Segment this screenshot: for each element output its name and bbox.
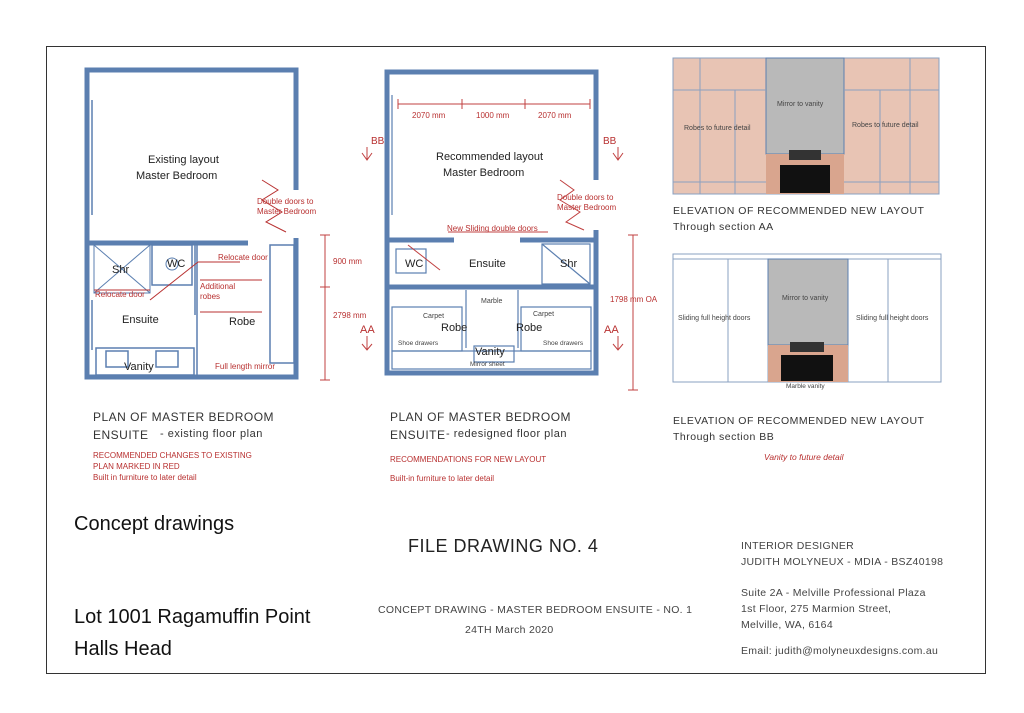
plan1-room-subtitle: Master Bedroom [136,170,218,182]
designer-email: Email: judith@molyneuxdesigns.com.au [741,645,939,657]
elev2-caption-line1: ELEVATION OF RECOMMENDED NEW LAYOUT [673,415,925,427]
designer-address-2: 1st Floor, 275 Marmion Street, [741,603,892,615]
elev1-right-label: Robes to future detail [852,122,919,129]
designer-title: INTERIOR DESIGNER [741,540,855,552]
plan2-room-subtitle: Master Bedroom [443,167,525,179]
plan2-wc-label: WC [405,258,424,270]
file-drawing-number: FILE DRAWING NO. 4 [408,536,599,556]
plan2-marble-label: Marble [481,298,503,305]
designer-address-3: Melville, WA, 6164 [741,619,833,631]
plan2-vanity-label: Vanity [475,346,505,358]
elev1-caption-line2: Through section AA [673,221,774,233]
elev2-right-label: Sliding full height doors [856,315,929,322]
plan1-robe-label: Robe [229,316,256,328]
plan1-room-title: Existing layout [148,154,219,166]
section-aa-right: AA [604,324,619,336]
plan2-caption-line2: ENSUITE [390,428,446,442]
plan1-caption-suffix: - existing floor plan [160,428,263,440]
plan2-dim-900: 900 mm [333,257,362,266]
project-address-line2: Halls Head [74,638,172,660]
plan2-dim-2798: 2798 mm [333,311,367,320]
plan-existing-walls [87,70,296,377]
plan1-shr-label: Shr [112,264,130,276]
concept-drawings-title: Concept drawings [74,513,235,535]
plan1-door-note: Double doors to Master Bedroom [257,197,317,216]
designer-address-1: Suite 2A - Melville Professional Plaza [741,587,926,599]
elev1-caption-line1: ELEVATION OF RECOMMENDED NEW LAYOUT [673,205,925,217]
concept-drawing-line: CONCEPT DRAWING - MASTER BEDROOM ENSUITE - NO. 1 [378,604,693,616]
plan2-caption-line1: PLAN OF MASTER BEDROOM [390,410,572,424]
plan2-ensuite-label: Ensuite [469,258,506,270]
section-aa-left: AA [360,324,375,336]
plan2-room-title: Recommended layout [436,151,544,163]
plan1-ensuite-label: Ensuite [122,314,159,326]
plan2-shr-label: Shr [560,258,578,270]
elev2-note: Vanity to future detail [764,452,844,462]
plan1-relocate-door: Relocate door [218,253,268,262]
plan1-additional-robes: Additional robes [200,282,236,301]
plan1-note3: Built in furniture to later detail [93,473,197,482]
project-address-line1: Lot 1001 Ragamuffin Point [74,606,311,628]
plan1-note1: RECOMMENDED CHANGES TO EXISTING [93,451,252,460]
designer-name: JUDITH MOLYNEUX - MDIA - BSZ40198 [741,556,944,568]
plan2-dim-oa: 1798 mm OA [610,295,658,304]
plan2-shoe-right: Shoe drawers [543,340,584,347]
drawing-date: 24TH March 2020 [465,624,554,636]
elev2-mirror-label: Mirror to vanity [782,295,829,302]
plan2-mirror-sheet: Mirror sheet [470,361,505,368]
elev1-left-label: Robes to future detail [684,125,751,132]
plan2-sliding-note: New Sliding double doors [447,224,538,233]
plan1-full-mirror: Full length mirror [215,362,276,371]
plan1-caption-line1: PLAN OF MASTER BEDROOM [93,410,275,424]
plan1-note2: PLAN MARKED IN RED [93,462,180,471]
plan2-dim-mid: 1000 mm [476,111,510,120]
section-bb-right: BB [603,136,617,147]
plan1-relocate-door-2: Relocate door [95,290,145,299]
plan2-robe-left: Robe [441,322,468,334]
elev2-marble-vanity: Marble vanity [786,383,825,390]
plan2-note1: RECOMMENDATIONS FOR NEW LAYOUT [390,455,547,464]
section-bb-left: BB [371,136,385,147]
plan2-robe-right: Robe [516,322,543,334]
elev2-caption-line2: Through section BB [673,431,775,443]
plan2-dim-right: 2070 mm [538,111,572,120]
plan2-dim-left: 2070 mm [412,111,446,120]
plan2-door-note: Double doors to Master Bedroom [557,193,617,212]
elev2-left-label: Sliding full height doors [678,315,751,322]
plan2-note2: Built-in furniture to later detail [390,474,495,483]
plan1-vanity-label: Vanity [124,361,154,373]
plan1-wc-label: WC [167,258,186,270]
plan2-carpet-left: Carpet [423,313,445,320]
plan2-carpet-right: Carpet [533,311,555,318]
plan1-caption-line2: ENSUITE [93,428,149,442]
plan2-caption-suffix: - redesigned floor plan [446,428,567,440]
elev1-mirror-label: Mirror to vanity [777,101,824,108]
plan2-shoe-left: Shoe drawers [398,340,439,347]
